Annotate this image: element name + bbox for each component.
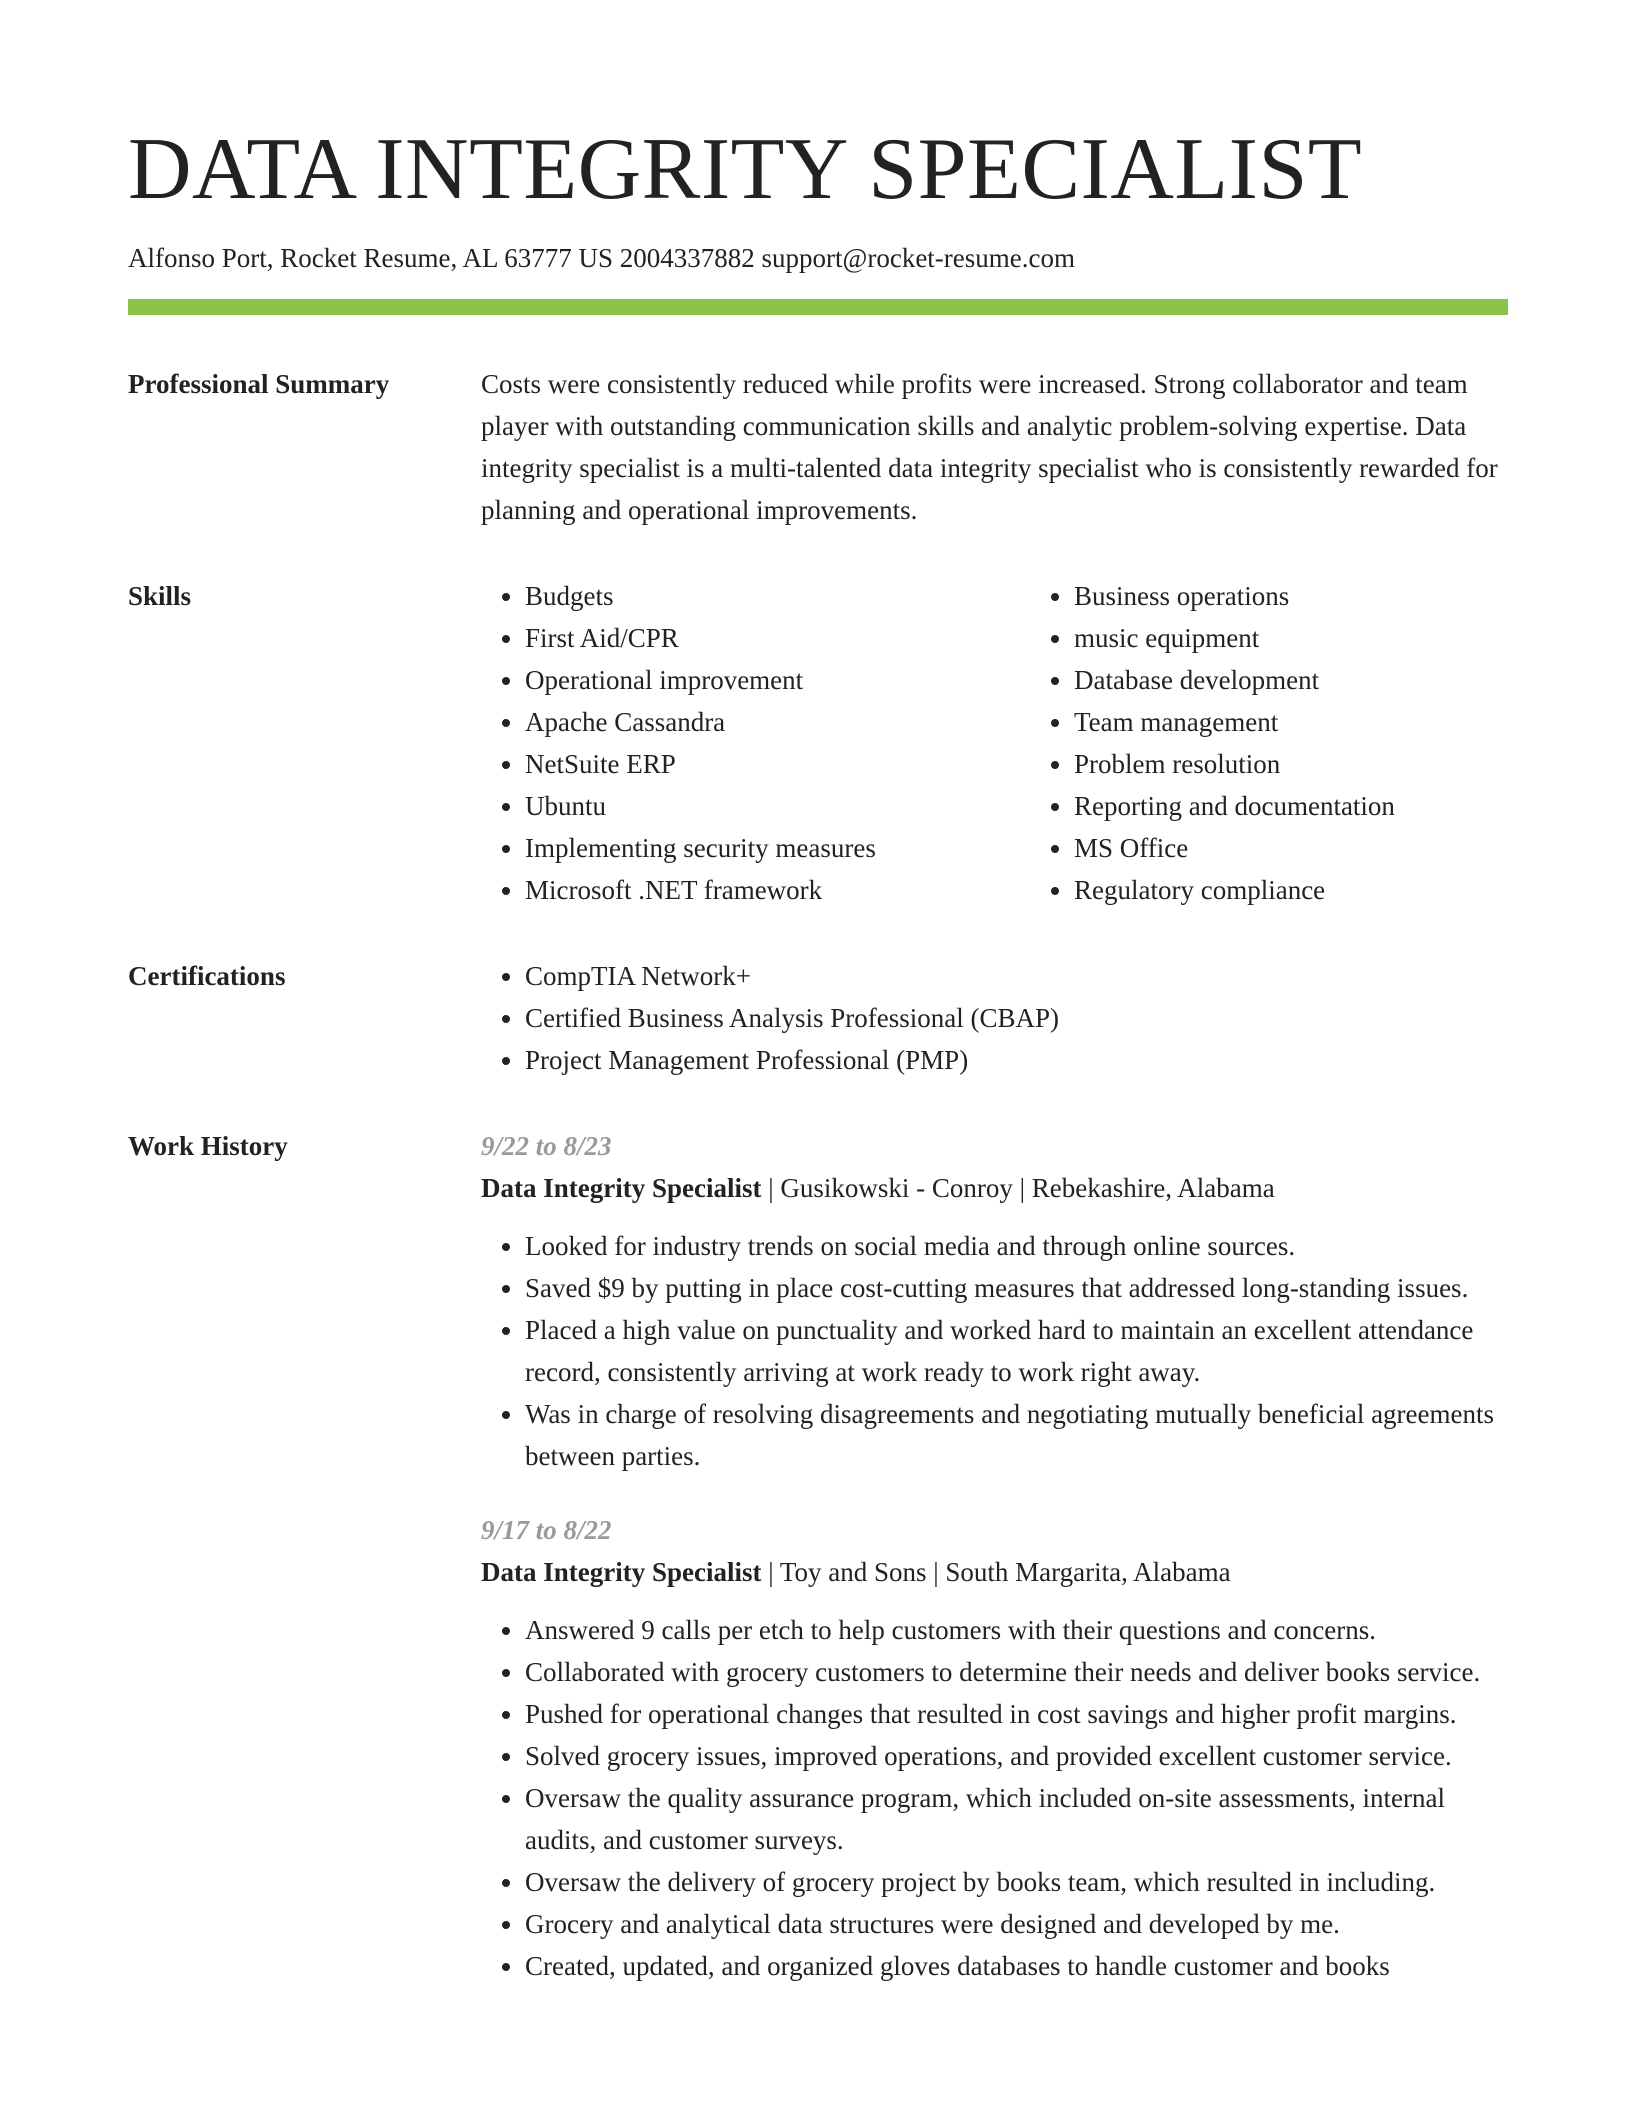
accent-divider bbox=[128, 299, 1508, 315]
professional-summary-section bbox=[128, 363, 1508, 531]
job-company-location: | Gusikowski - Conroy | Rebekashire, Alabama bbox=[761, 1173, 1275, 1203]
job-bullets bbox=[481, 1225, 1508, 1477]
job-title: Data Integrity Specialist bbox=[481, 1557, 762, 1587]
skill-item: • Database development bbox=[1074, 659, 1579, 701]
skill-item: • First Aid/CPR bbox=[525, 617, 1030, 659]
job-bullet: • Looked for industry trends on social media and through online sources. bbox=[525, 1225, 1508, 1267]
job-dates: 9/17 to 8/22 bbox=[481, 1515, 612, 1545]
skills-columns bbox=[481, 575, 1579, 911]
resume-page bbox=[128, 120, 1508, 2019]
certification-item: • Certified Business Analysis Professional (CBAP) bbox=[525, 997, 1508, 1039]
job-bullet: • Created, updated, and organized gloves databases to handle customer and books bbox=[525, 1945, 1508, 1987]
section-title: Work History bbox=[128, 1131, 288, 1161]
job-bullet: • Grocery and analytical data structures were designed and developed by me. bbox=[525, 1903, 1508, 1945]
job-heading bbox=[481, 1167, 1508, 1209]
certification-item: • CompTIA Network+ bbox=[525, 955, 1508, 997]
skill-item: • Operational improvement bbox=[525, 659, 1030, 701]
skill-item: • NetSuite ERP bbox=[525, 743, 1030, 785]
job-bullet: • Solved grocery issues, improved operations, and provided excellent customer service. bbox=[525, 1735, 1508, 1777]
skill-item: • music equipment bbox=[1074, 617, 1579, 659]
skills-list-right bbox=[1030, 575, 1579, 911]
job-dates: 9/22 to 8/23 bbox=[481, 1131, 612, 1161]
job-company-location: | Toy and Sons | South Margarita, Alabama bbox=[761, 1557, 1231, 1587]
skill-item: • Implementing security measures bbox=[525, 827, 1030, 869]
certifications-section bbox=[128, 955, 1508, 1081]
section-title: Skills bbox=[128, 581, 192, 611]
section-title: Professional Summary bbox=[128, 369, 390, 399]
job-bullet: • Oversaw the quality assurance program, which included on-site assessments, internal audits, and customer surveys. bbox=[525, 1777, 1508, 1861]
skill-item: • Reporting and documentation bbox=[1074, 785, 1579, 827]
job-bullet: • Saved $9 by putting in place cost-cutting measures that addressed long-standing issues. bbox=[525, 1267, 1508, 1309]
skill-item: • Budgets bbox=[525, 575, 1030, 617]
skill-item: • Regulatory compliance bbox=[1074, 869, 1579, 911]
job-bullets bbox=[481, 1609, 1508, 1987]
skill-item: • Problem resolution bbox=[1074, 743, 1579, 785]
contact-line: Alfonso Port, Rocket Resume, AL 63777 US 2004337882 support@rocket-resume.com bbox=[128, 243, 1076, 273]
skills-list-left bbox=[481, 575, 1030, 911]
jobs-list bbox=[481, 1125, 1508, 2019]
skill-item: • MS Office bbox=[1074, 827, 1579, 869]
job-bullet: • Placed a high value on punctuality and worked hard to maintain an excellent attendance record, consistently arriving at work ready to work right away. bbox=[525, 1309, 1508, 1393]
job-bullet: • Was in charge of resolving disagreements and negotiating mutually beneficial agreements between parties. bbox=[525, 1393, 1508, 1477]
skill-item: • Ubuntu bbox=[525, 785, 1030, 827]
skills-section bbox=[128, 575, 1508, 911]
section-body bbox=[481, 955, 1508, 1081]
certification-item: • Project Management Professional (PMP) bbox=[525, 1039, 1508, 1081]
skill-item: • Apache Cassandra bbox=[525, 701, 1030, 743]
page-title: DATA INTEGRITY SPECIALIST bbox=[128, 121, 1363, 218]
summary-text: Costs were consistently reduced while profits were increased. Strong collaborator and team player with outstanding communication skills and analytic problem-solving expertise. Data integrity specialist is a multi-talented data integrity specialist who is consistently rewarded for planning and operational improvements. bbox=[481, 369, 1498, 525]
job-bullet: • Answered 9 calls per etch to help customers with their questions and concerns. bbox=[525, 1609, 1508, 1651]
skill-item: • Team management bbox=[1074, 701, 1579, 743]
certifications-list bbox=[481, 955, 1508, 1081]
job-heading bbox=[481, 1551, 1508, 1593]
skill-item: • Microsoft .NET framework bbox=[525, 869, 1030, 911]
job-title: Data Integrity Specialist bbox=[481, 1173, 762, 1203]
job-entry bbox=[481, 1509, 1508, 1987]
skill-item: • Business operations bbox=[1074, 575, 1579, 617]
job-entry bbox=[481, 1125, 1508, 1477]
work-history-section bbox=[128, 1125, 1508, 2019]
job-bullet: • Collaborated with grocery customers to determine their needs and deliver books service. bbox=[525, 1651, 1508, 1693]
job-bullet: • Oversaw the delivery of grocery project by books team, which resulted in including. bbox=[525, 1861, 1508, 1903]
section-title: Certifications bbox=[128, 961, 286, 991]
section-body bbox=[481, 363, 1508, 531]
job-bullet: • Pushed for operational changes that resulted in cost savings and higher profit margins. bbox=[525, 1693, 1508, 1735]
